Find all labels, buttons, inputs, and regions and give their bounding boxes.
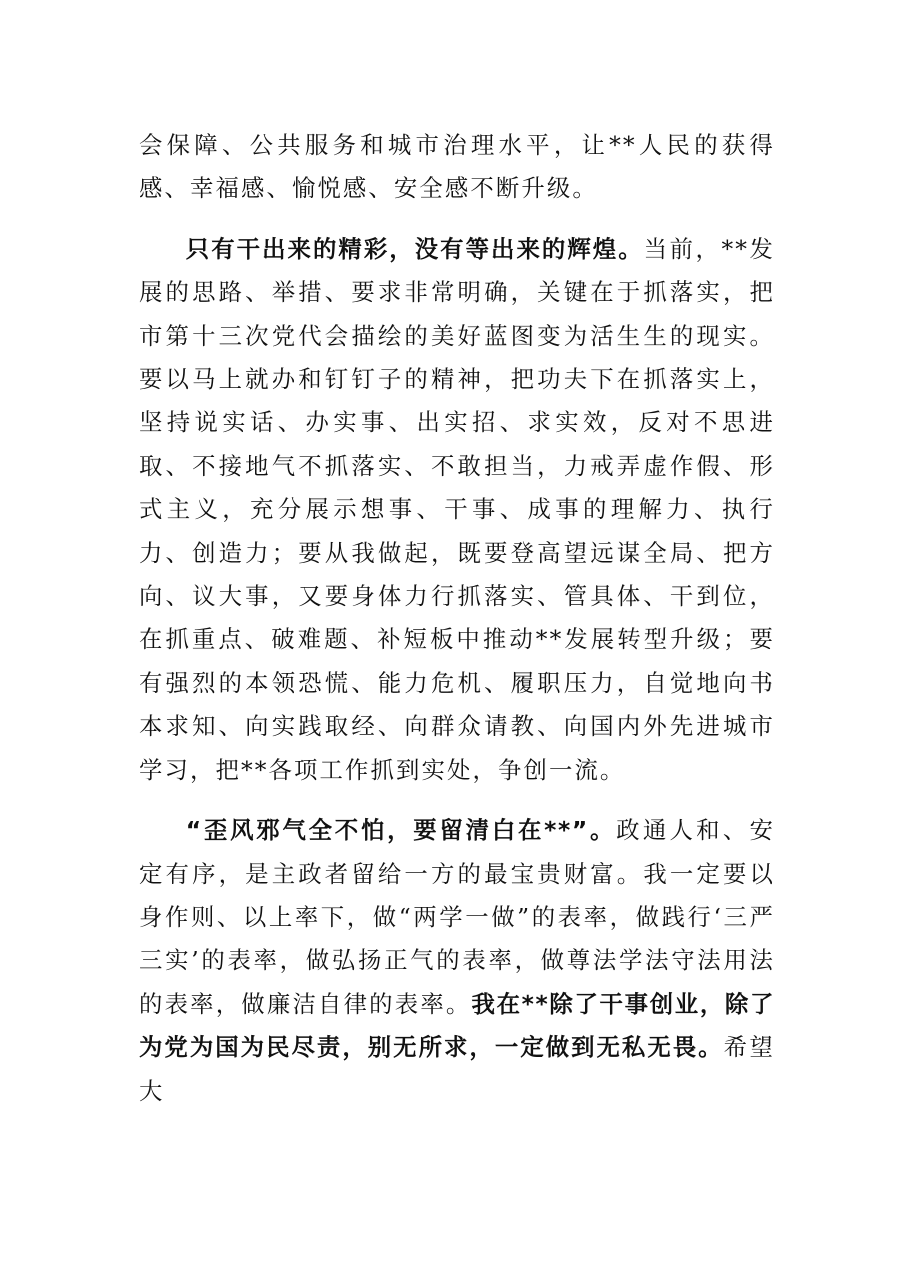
paragraph-continuation bbox=[139, 124, 775, 211]
paragraph-lead-heading: “歪风邪气全不怕，要留清白在**”。 bbox=[185, 816, 617, 845]
paragraph-text: 政通人和、安定有序，是主政者留给一方的最宝贵财富。我一定要以身作则、以上率下，做“两学一做”的表率，做践行‘三严三实’的表率，做弘扬正气的表率，做尊法学法守法用法的表率，做廉洁自律的表率。 bbox=[139, 816, 775, 1018]
paragraph-text-tail: 希望大 bbox=[139, 1033, 775, 1105]
document-body bbox=[139, 124, 775, 1130]
paragraph-text: 当前，**发展的思路、举措、要求非常明确，关键在于抓落实，把市第十三次党代会描绘的美好蓝图变为活生生的现实。要以马上就办和钉钉子的精神，把功夫下在抓落实上，坚持说实话、办实事、出实招、求实效，反对不思进取、不接地气不抓落实、不敢担当，力戒弄虚作假、形式主义，充分展示想事、干事、成事的理解力、执行力、创造力；要从我做起，既要登高望远谋全局、把方向、议大事，又要身体力行抓落实、管具体、干到位，在抓重点、破难题、补短板中推动**发展转型升级；要有强烈的本领恐慌、能力危机、履职压力，自觉地向书本求知、向实践取经、向群众请教、向国内外先进城市学习，把**各项工作抓到实处，争创一流。 bbox=[139, 234, 775, 784]
paragraph-lead-heading: 只有干出来的精彩，没有等出来的辉煌。 bbox=[185, 234, 644, 263]
paragraph-emphasis: 我在**除了干事创业，除了为党为国为民尽责，别无所求，一定做到无私无畏。 bbox=[139, 989, 775, 1062]
paragraph-integrity bbox=[139, 809, 775, 1113]
paragraph-implementation bbox=[139, 228, 775, 792]
paragraph-text: 会保障、公共服务和城市治理水平，让**人民的获得感、幸福感、愉悦感、安全感不断升级。 bbox=[139, 131, 775, 203]
